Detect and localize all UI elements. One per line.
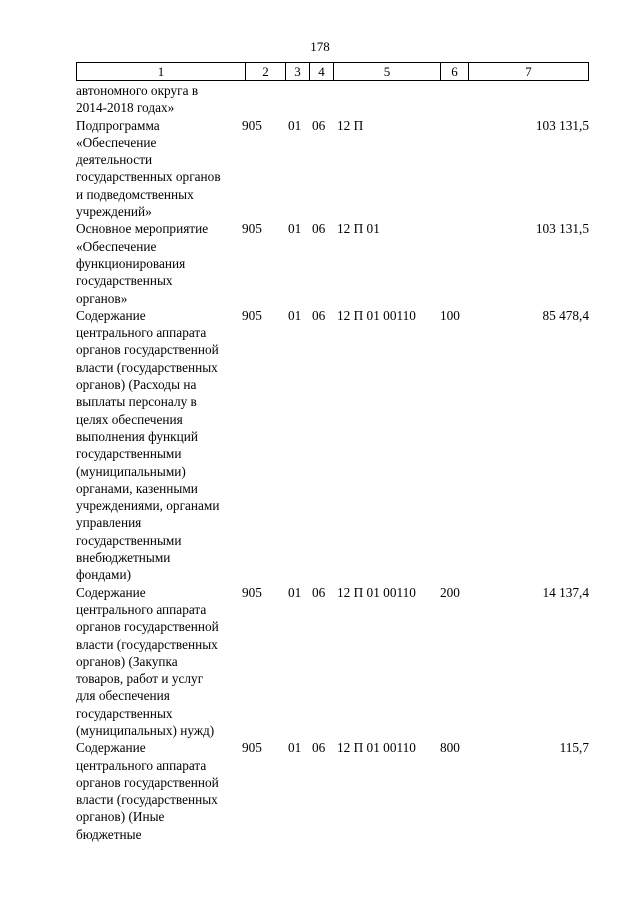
row-name-line: органов государственной	[76, 342, 219, 358]
row-name-line: (муниципальными)	[76, 463, 186, 479]
row-name-line: выплаты персоналу в	[76, 394, 197, 410]
row-name-line: органов) (Иные	[76, 809, 165, 825]
row-name-line: государственных органов	[76, 169, 221, 185]
row-expense-type: 100	[440, 307, 460, 323]
row-name-line: государственными	[76, 446, 182, 462]
row-name-line: власти (государственных	[76, 636, 218, 652]
row-name	[76, 117, 244, 221]
row-name-line: 2014-2018 годах»	[76, 100, 175, 116]
row-code: 905	[242, 117, 262, 133]
row-name-line: автономного округа в	[76, 83, 199, 98]
table-header	[76, 62, 589, 81]
row-section: 01	[288, 221, 302, 237]
page-number: 178	[310, 39, 330, 54]
row-expense-type: 200	[440, 584, 460, 600]
table-row	[76, 220, 589, 306]
row-name	[76, 739, 244, 843]
header-col-4: 4	[310, 63, 334, 80]
row-name-line: Содержание	[76, 740, 146, 756]
row-name-line: товаров, работ и услуг	[76, 671, 204, 687]
row-name-line: органами, казенными	[76, 480, 198, 496]
row-amount: 103 131,5	[535, 221, 589, 237]
row-amount: 85 478,4	[542, 307, 589, 323]
row-name-line: государственных	[76, 705, 173, 721]
row-name-line: центрального аппарата	[76, 757, 207, 773]
row-name	[76, 584, 244, 740]
row-name-line: органов государственной	[76, 619, 219, 635]
row-name-line: фондами)	[76, 567, 132, 583]
header-col-2: 2	[246, 63, 286, 80]
row-target-item: 12 П 01 00110	[337, 307, 416, 323]
row-code: 905	[242, 221, 262, 237]
header-col-7: 7	[525, 64, 532, 79]
row-name-line: для обеспечения	[76, 688, 170, 704]
table-body	[76, 82, 589, 843]
row-name-line: внебюджетными	[76, 550, 171, 566]
row-name-line: Основное мероприятие	[76, 221, 209, 237]
row-code: 905	[242, 584, 262, 600]
row-name-line: органов»	[76, 290, 128, 306]
table-row	[76, 584, 589, 740]
row-subsection: 06	[312, 221, 326, 237]
row-name-line: Содержание	[76, 307, 146, 323]
row-target-item: 12 П	[337, 117, 364, 133]
row-name-line: функционирования	[76, 255, 186, 271]
row-code: 905	[242, 307, 262, 323]
row-name-line: и подведомственных	[76, 186, 194, 202]
row-amount: 14 137,4	[542, 584, 589, 600]
row-name-line: бюджетные	[76, 826, 142, 842]
row-name-line: управления	[76, 515, 142, 531]
row-name-line: власти (государственных	[76, 359, 218, 375]
row-section: 01	[288, 740, 302, 756]
row-name-line: государственных	[76, 273, 173, 289]
header-col-6: 6	[441, 63, 469, 80]
row-name	[76, 82, 244, 117]
row-name-line: власти (государственных	[76, 792, 218, 808]
row-section: 01	[288, 307, 302, 323]
row-target-item: 12 П 01	[337, 221, 380, 237]
row-name-line: центрального аппарата	[76, 601, 207, 617]
row-name	[76, 220, 244, 306]
row-code: 905	[242, 740, 262, 756]
row-name-line: центрального аппарата	[76, 325, 207, 341]
table-row	[76, 117, 589, 221]
header-col-1: 1	[77, 63, 246, 80]
row-name-line: государственными	[76, 532, 182, 548]
row-name	[76, 307, 244, 584]
header-col-5: 5	[334, 63, 441, 80]
row-subsection: 06	[312, 584, 326, 600]
row-name-line: целях обеспечения	[76, 411, 183, 427]
header-col-3: 3	[286, 63, 310, 80]
table-row	[76, 82, 589, 117]
row-subsection: 06	[312, 117, 326, 133]
row-name-line: органов) (Закупка	[76, 653, 178, 669]
row-name-line: выполнения функций	[76, 428, 198, 444]
row-name-line: Подпрограмма	[76, 117, 160, 133]
table-row	[76, 739, 589, 843]
row-expense-type: 800	[440, 740, 460, 756]
row-name-line: Содержание	[76, 584, 146, 600]
row-name-line: деятельности	[76, 152, 153, 168]
row-target-item: 12 П 01 00110	[337, 740, 416, 756]
row-name-line: органов государственной	[76, 774, 219, 790]
row-name-line: учреждениями, органами	[76, 498, 220, 514]
row-section: 01	[288, 584, 302, 600]
table-row	[76, 307, 589, 584]
row-name-line: «Обеспечение	[76, 238, 157, 254]
row-name-line: учреждений»	[76, 204, 152, 220]
row-name-line: органов) (Расходы на	[76, 377, 197, 393]
row-subsection: 06	[312, 307, 326, 323]
row-amount: 103 131,5	[535, 117, 589, 133]
row-section: 01	[288, 117, 302, 133]
row-target-item: 12 П 01 00110	[337, 584, 416, 600]
row-name-line: (муниципальных) нужд)	[76, 722, 215, 738]
row-amount: 115,7	[559, 740, 589, 756]
row-subsection: 06	[312, 740, 326, 756]
row-name-line: «Обеспечение	[76, 134, 157, 150]
